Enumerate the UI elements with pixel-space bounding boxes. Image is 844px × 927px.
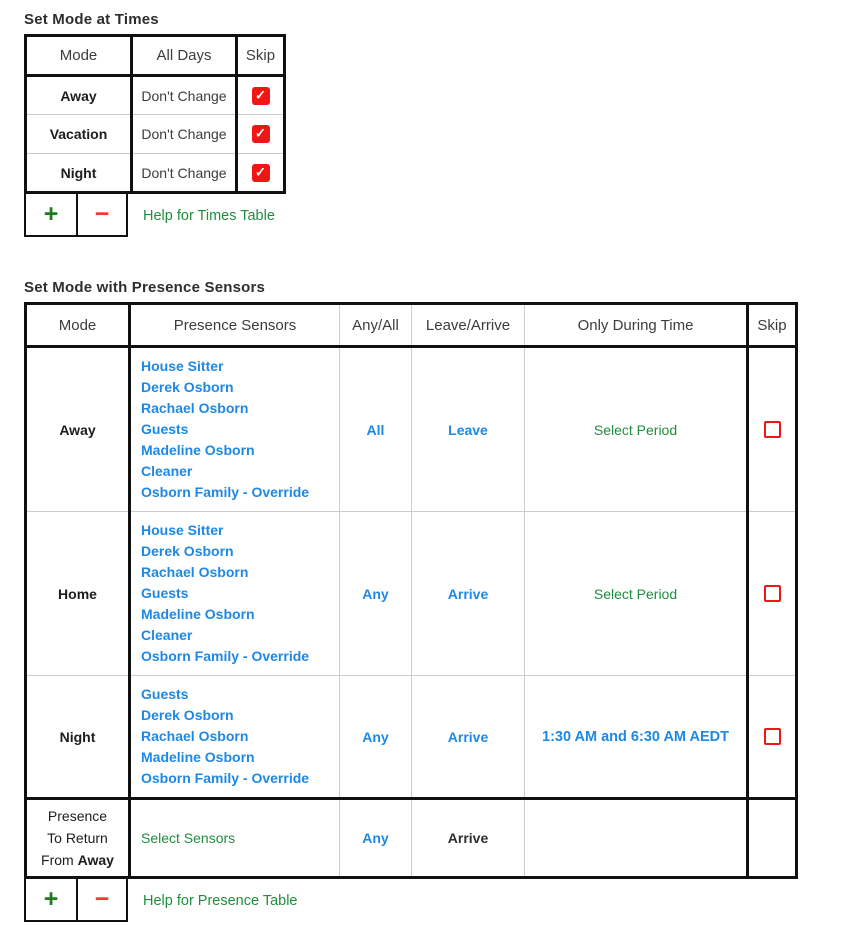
- leave-arrive-toggle[interactable]: Leave: [448, 421, 488, 438]
- sensor-link[interactable]: Derek Osborn: [141, 707, 234, 723]
- leave-arrive-toggle[interactable]: Arrive: [447, 830, 489, 846]
- sensor-link[interactable]: Osborn Family - Override: [141, 770, 310, 786]
- sensor-link[interactable]: Madeline Osborn: [141, 606, 255, 622]
- times-remove-row-button[interactable]: [76, 194, 126, 235]
- sensors-cell: [130, 676, 340, 799]
- presence-table-row: [26, 347, 797, 512]
- presence-table: [24, 302, 798, 879]
- presence-header-skip: Skip: [748, 304, 797, 347]
- sensors-cell: [130, 512, 340, 676]
- leave-arrive-cell: [412, 512, 525, 676]
- times-table-row: [26, 115, 285, 154]
- times-add-remove-box: [24, 194, 128, 237]
- only-during-cell: [525, 512, 748, 676]
- any-all-toggle[interactable]: Any: [362, 728, 389, 745]
- sensor-link[interactable]: Derek Osborn: [141, 543, 234, 559]
- mode-cell: Home: [26, 512, 130, 676]
- presence-table-row: [26, 676, 797, 799]
- skip-checkbox[interactable]: [252, 125, 270, 143]
- select-sensors-link[interactable]: Select Sensors: [141, 830, 236, 846]
- presence-header-sensors: Presence Sensors: [130, 304, 340, 347]
- sensor-link[interactable]: Guests: [141, 421, 189, 437]
- skip-checkbox[interactable]: [252, 164, 270, 182]
- skip-cell: [748, 347, 797, 512]
- presence-help-link[interactable]: Help for Presence Table: [143, 892, 298, 909]
- skip-checkbox[interactable]: [764, 421, 781, 438]
- plus-icon: +: [43, 200, 59, 228]
- all-days-value[interactable]: Don't Change: [132, 154, 237, 193]
- mode-cell: Vacation: [26, 115, 132, 154]
- times-header-skip: Skip: [237, 36, 285, 76]
- times-section-title: Set Mode at Times: [24, 11, 159, 28]
- times-add-row-button[interactable]: [26, 194, 76, 235]
- all-days-value[interactable]: Don't Change: [132, 115, 237, 154]
- presence-add-remove-box: [24, 879, 128, 922]
- plus-icon: +: [43, 885, 59, 913]
- only-during-cell: [525, 347, 748, 512]
- sensor-link[interactable]: Madeline Osborn: [141, 749, 255, 765]
- select-period-link[interactable]: Select Period: [593, 585, 678, 602]
- presence-header-only-during: Only During Time: [525, 304, 748, 347]
- leave-arrive-cell: [412, 676, 525, 799]
- skip-cell: [237, 154, 285, 193]
- any-all-cell: [340, 512, 412, 676]
- time-period-link[interactable]: 1:30 AM and 6:30 AM AEDT: [542, 729, 729, 745]
- presence-header-mode: Mode: [26, 304, 130, 347]
- sensor-link[interactable]: Osborn Family - Override: [141, 648, 310, 664]
- sensors-cell: [130, 347, 340, 512]
- return-only-during-cell: [525, 799, 748, 878]
- times-header-mode: Mode: [26, 36, 132, 76]
- sensor-link[interactable]: Derek Osborn: [141, 379, 234, 395]
- times-table-row: [26, 154, 285, 193]
- skip-checkbox[interactable]: [764, 585, 781, 602]
- presence-header-any-all: Any/All: [340, 304, 412, 347]
- times-header-all-days: All Days: [132, 36, 237, 76]
- any-all-cell: [340, 676, 412, 799]
- times-table-footer: [24, 194, 844, 237]
- times-help-link[interactable]: Help for Times Table: [143, 207, 275, 224]
- return-any-all-cell: [340, 799, 412, 878]
- skip-cell: [748, 512, 797, 676]
- presence-section-title: Set Mode with Presence Sensors: [24, 279, 266, 296]
- leave-arrive-toggle[interactable]: Arrive: [447, 585, 489, 602]
- return-skip-cell: [748, 799, 797, 878]
- times-header-row: [26, 36, 285, 76]
- return-leave-arrive-cell: [412, 799, 525, 878]
- sensor-link[interactable]: Rachael Osborn: [141, 564, 249, 580]
- presence-table-row: [26, 512, 797, 676]
- any-all-toggle[interactable]: All: [366, 421, 385, 438]
- skip-checkbox[interactable]: [764, 728, 781, 745]
- skip-cell: [237, 76, 285, 115]
- sensor-link[interactable]: Guests: [141, 686, 189, 702]
- skip-cell: [748, 676, 797, 799]
- presence-table-footer: [24, 879, 844, 922]
- mode-cell: Night: [26, 676, 130, 799]
- mode-cell: Away: [26, 76, 132, 115]
- presence-return-row: [26, 799, 797, 878]
- mode-cell: Away: [26, 347, 130, 512]
- sensor-link[interactable]: Rachael Osborn: [141, 728, 249, 744]
- presence-add-row-button[interactable]: [26, 879, 76, 920]
- times-table-row: [26, 76, 285, 115]
- any-all-cell: [340, 347, 412, 512]
- sensor-link[interactable]: House Sitter: [141, 522, 224, 538]
- sensor-link[interactable]: Cleaner: [141, 627, 193, 643]
- leave-arrive-cell: [412, 347, 525, 512]
- leave-arrive-toggle[interactable]: Arrive: [447, 728, 489, 745]
- presence-section: [24, 279, 844, 922]
- select-period-link[interactable]: Select Period: [593, 421, 678, 438]
- times-section: [24, 11, 844, 237]
- sensor-link[interactable]: Rachael Osborn: [141, 400, 249, 416]
- skip-cell: [237, 115, 285, 154]
- any-all-toggle[interactable]: Any: [362, 830, 389, 846]
- sensor-link[interactable]: Cleaner: [141, 463, 193, 479]
- sensor-link[interactable]: Osborn Family - Override: [141, 484, 310, 500]
- mode-cell: Night: [26, 154, 132, 193]
- skip-checkbox[interactable]: [252, 87, 270, 105]
- all-days-value[interactable]: Don't Change: [132, 76, 237, 115]
- minus-icon: −: [94, 885, 110, 913]
- sensor-link[interactable]: Guests: [141, 585, 189, 601]
- sensor-link[interactable]: Madeline Osborn: [141, 442, 255, 458]
- only-during-cell: [525, 676, 748, 799]
- presence-header-row: [26, 304, 797, 347]
- presence-header-leave-arrive: Leave/Arrive: [412, 304, 525, 347]
- presence-remove-row-button[interactable]: [76, 879, 126, 920]
- minus-icon: −: [94, 200, 110, 228]
- any-all-toggle[interactable]: Any: [362, 585, 389, 602]
- times-table: [24, 34, 286, 194]
- return-sensors-cell: [130, 799, 340, 878]
- sensor-link[interactable]: House Sitter: [141, 358, 224, 374]
- return-mode-cell: Presence To Return From Away: [26, 799, 130, 878]
